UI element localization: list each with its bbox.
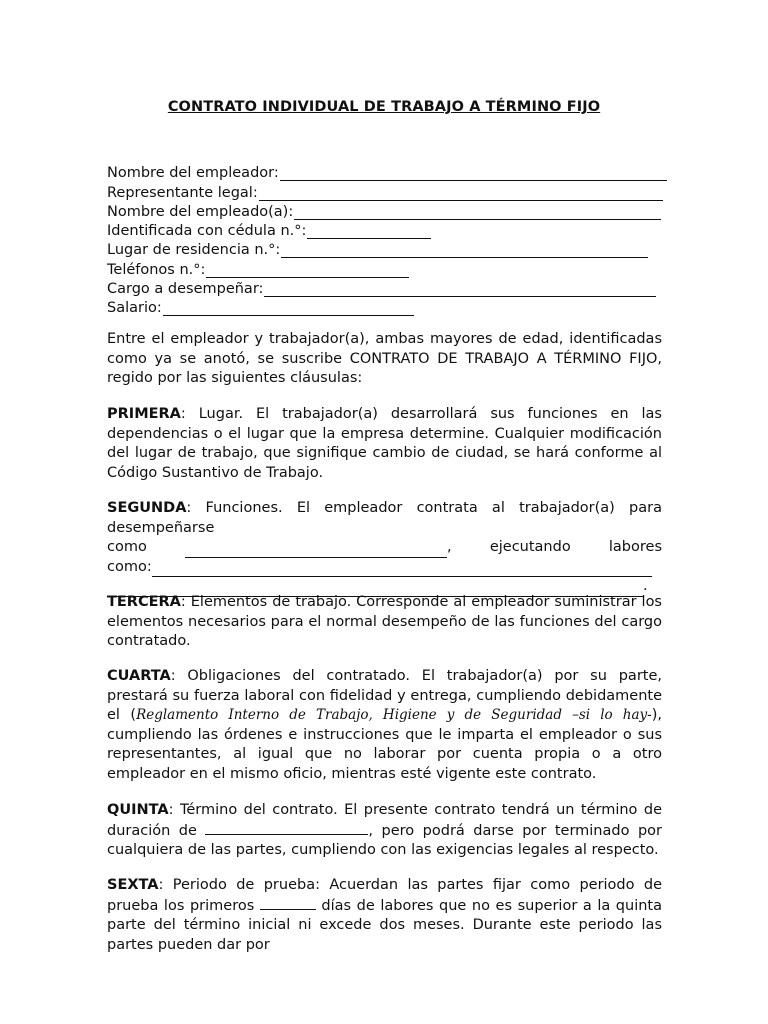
clause-text-2: , pero podrá darse por terminado por cualquiera de las partes, cumpliendo con las exigencias legales al respecto. — [107, 822, 662, 858]
segunda-como: como — [107, 539, 147, 555]
field-position[interactable] — [107, 278, 667, 297]
clause-text-1: : Periodo de prueba: Acuerdan las partes fijar como periodo de prueba los primeros — [107, 877, 662, 914]
blank-line[interactable] — [206, 263, 409, 278]
clause-quinta — [107, 801, 662, 861]
segunda-line-3 — [107, 558, 662, 578]
clause-primera — [107, 405, 662, 483]
clause-text: : Lugar. El trabajador(a) desarrollará sus funciones en las dependencias o el lugar que la empresa determine. Cualquier modificación del lugar de trabajo, que signifique cambio de ciudad, se hará conforme al Código Sustantivo de Trabajo. — [107, 406, 662, 481]
intro-paragraph: Entre el empleador y trabajador(a), ambas mayores de edad, identificadas como ya se anotó, se suscribe CONTRATO DE TRABAJO A TÉRMINO FIJO, regido por las siguientes cláusulas: — [107, 331, 662, 386]
clause-heading: PRIMERA — [107, 406, 181, 422]
clause-heading: SEXTA — [107, 877, 159, 893]
segunda-line-2 — [107, 538, 662, 558]
clause-heading: QUINTA — [107, 802, 169, 818]
clause-text: : Funciones. El empleador contrata al trabajador(a) para desempeñarse — [107, 500, 662, 536]
clause-text: : Elementos de trabajo. Corresponde al empleador suministrar los elementos necesarios para el normal desempeño de las funciones del cargo contratado. — [107, 594, 662, 649]
clause-heading: TERCERA — [107, 594, 181, 610]
field-label: Cargo a desempeñar: — [107, 281, 264, 298]
field-residence[interactable] — [107, 239, 667, 258]
field-label: Identificada con cédula n.°: — [107, 223, 307, 240]
blank-line[interactable] — [294, 205, 661, 220]
document-title: CONTRATO INDIVIDUAL DE TRABAJO A TÉRMINO FIJO — [167, 99, 601, 115]
blank-line[interactable] — [259, 186, 663, 201]
clause-tercera — [107, 593, 662, 652]
field-phones[interactable] — [107, 258, 667, 277]
blank-line-labores[interactable] — [152, 563, 652, 577]
clause-italic-reference: Reglamento Interno de Trabajo, Higiene y de Seguridad –si lo hay- — [136, 707, 652, 723]
blank-line[interactable] — [163, 301, 414, 316]
field-label: Representante legal: — [107, 184, 258, 201]
clause-text-2: días de labores que no es superior a la quinta parte del término inicial ni excede dos meses. Durante este periodo las partes pueden dar por — [107, 897, 662, 953]
segunda-como2: como: — [107, 558, 152, 575]
blank-line-duration[interactable] — [205, 821, 368, 835]
segunda-period: . — [643, 578, 648, 594]
blank-line-days[interactable] — [260, 896, 316, 910]
field-label: Teléfonos n.°: — [107, 261, 206, 278]
contract-fields — [107, 162, 667, 316]
blank-line[interactable] — [281, 243, 648, 258]
blank-line[interactable] — [307, 224, 431, 239]
field-label: Salario: — [107, 300, 162, 317]
field-legal-representative[interactable] — [107, 181, 667, 200]
field-label: Nombre del empleador: — [107, 165, 279, 182]
clause-heading: SEGUNDA — [107, 500, 187, 516]
clause-text-1: : Obligaciones del contratado. El trabajador(a) por su parte, prestará su fuerza laboral con fidelidad y entrega, cumpliendo debidamente el ( — [107, 668, 662, 723]
segunda-labores: labores — [608, 539, 662, 555]
blank-line[interactable] — [264, 282, 656, 297]
field-label: Lugar de residencia n.°: — [107, 242, 281, 259]
segunda-ejecutando: ejecutando — [489, 539, 571, 555]
clause-text-2: ), cumpliendo las órdenes e instrucciones que le imparta el empleador o sus representantes, al igual que no laborar por cuenta propia o a otro empleador en el mismo oficio, mientras esté vigente este contrato. — [107, 707, 663, 782]
blank-line[interactable] — [280, 166, 667, 181]
clause-cuarta — [107, 667, 662, 784]
clause-text-1: : Término del contrato. El presente contrato tendrá un término de duración de — [107, 802, 662, 839]
field-employer[interactable] — [107, 162, 667, 181]
field-employee-name[interactable] — [107, 201, 667, 220]
field-salary[interactable] — [107, 297, 667, 316]
field-id-number[interactable] — [107, 220, 667, 239]
blank-line-cargo[interactable] — [185, 544, 447, 558]
clause-segunda — [107, 499, 662, 597]
clause-sexta — [107, 876, 662, 955]
field-label: Nombre del empleado(a): — [107, 203, 294, 220]
clause-heading: CUARTA — [107, 668, 171, 684]
segunda-comma: , — [447, 539, 452, 555]
